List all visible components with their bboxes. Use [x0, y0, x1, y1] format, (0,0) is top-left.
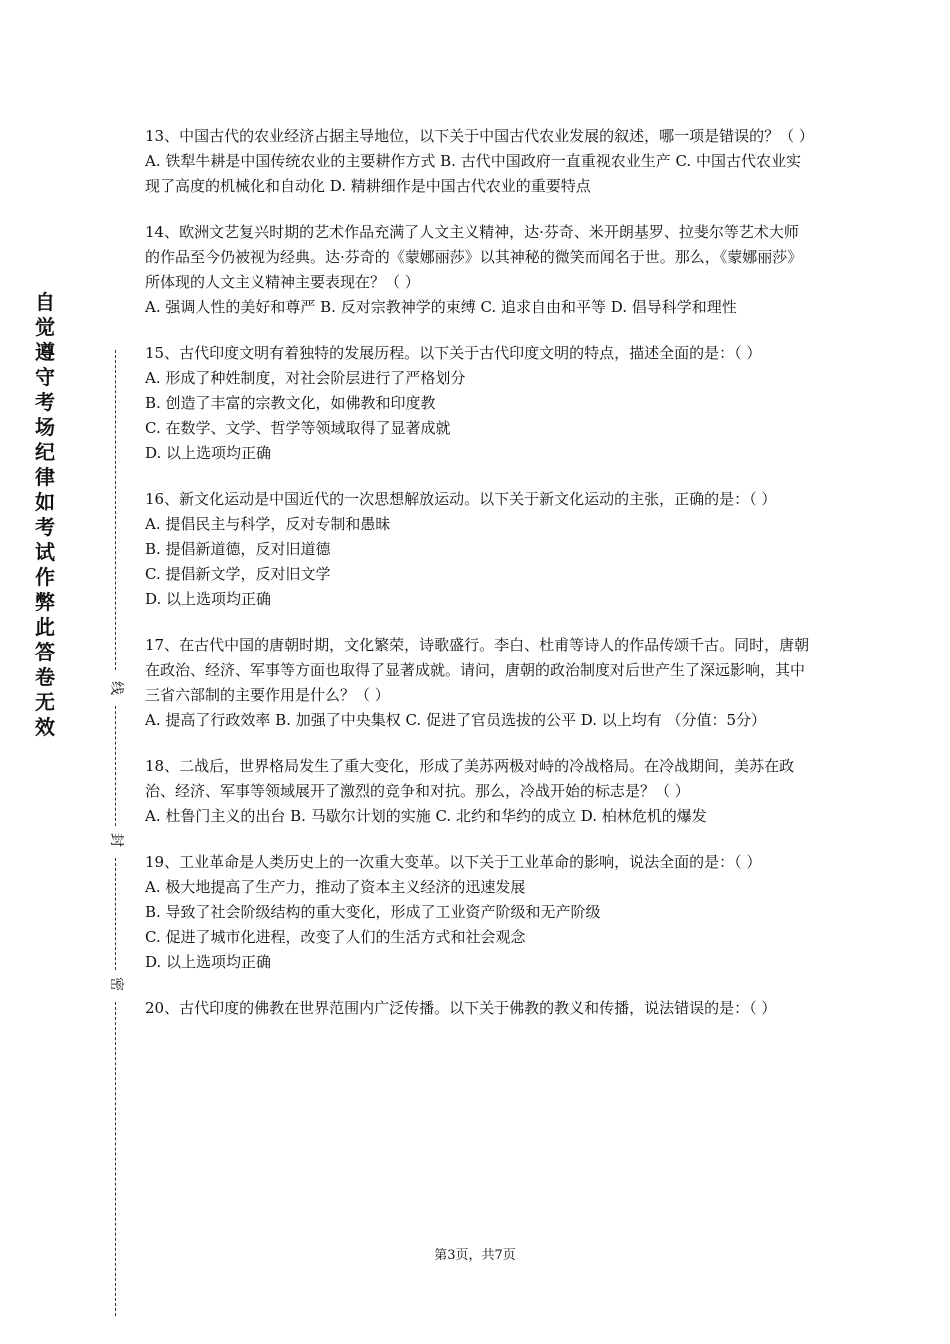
question-stem: 18、二战后，世界格局发生了重大变化，形成了美苏两极对峙的冷战格局。在冷战期间，美苏在政治、经济、军事等领域展开了激烈的竞争和对抗。那么，冷战开始的标志是？（ ）	[145, 757, 795, 800]
question-13	[145, 124, 814, 199]
question-stem: 19、工业革命是人类历史上的一次重大变革。以下关于工业革命的影响，说法全面的是：（ ）	[145, 853, 762, 871]
option-a: A. 形成了种姓制度，对社会阶层进行了严格划分	[145, 369, 466, 387]
option-b: B. 创造了丰富的宗教文化，如佛教和印度教	[145, 394, 436, 412]
question-18	[145, 754, 810, 829]
binding-mark-feng: 封	[108, 833, 124, 847]
question-stem: 14、欧洲文艺复兴时期的艺术作品充满了人文主义精神，达·芬奇、米开朗基罗、拉斐尔等艺术大师的作品至今仍被视为经典。达·芬奇的《蒙娜丽莎》以其神秘的微笑而闻名于世。那么，《蒙娜丽莎》所体现的人文主义精神主要表现在？（ ）	[145, 223, 803, 291]
question-stem: 15、古代印度文明有着独特的发展历程。以下关于古代印度文明的特点，描述全面的是：（ ）	[145, 344, 762, 362]
question-options: A. 提高了行政效率 B. 加强了中央集权 C. 促进了官员选拔的公平 D. 以上均有 （分值：5分）	[145, 711, 767, 729]
question-stem: 16、新文化运动是中国近代的一次思想解放运动。以下关于新文化运动的主张，正确的是：（ ）	[145, 490, 777, 508]
question-14	[145, 220, 810, 320]
binding-mark-xian: 线	[108, 681, 124, 695]
question-19	[145, 850, 810, 975]
option-b: B. 导致了社会阶级结构的重大变化，形成了工业资产阶级和无产阶级	[145, 903, 601, 921]
exam-discipline-notice: 自觉遵守考场纪律如考试作弊此答卷无效	[35, 290, 55, 739]
option-d: D. 以上选项均正确	[145, 590, 272, 608]
option-d: D. 以上选项均正确	[145, 953, 272, 971]
option-c: C. 在数学、文学、哲学等领域取得了显著成就	[145, 419, 451, 437]
question-15	[145, 341, 810, 466]
question-options: A. 杜鲁门主义的出台 B. 马歇尔计划的实施 C. 北约和华约的成立 D. 柏林危机的爆发	[145, 807, 707, 825]
option-a: A. 极大地提高了生产力，推动了资本主义经济的迅速发展	[145, 878, 526, 896]
option-c: C. 提倡新文学，反对旧文学	[145, 565, 331, 583]
question-options: A. 铁犁牛耕是中国传统农业的主要耕作方式 B. 古代中国政府一直重视农业生产 C. 中国古代农业实现了高度的机械化和自动化 D. 精耕细作是中国古代农业的重要特点	[145, 152, 801, 195]
question-list	[145, 124, 814, 1021]
binding-dash-lower-middle	[115, 858, 116, 970]
question-stem: 13、中国古代的农业经济占据主导地位，以下关于中国古代农业发展的叙述，哪一项是错误的？（ ）	[145, 127, 814, 145]
question-20	[145, 996, 810, 1021]
page-number-footer: 第3页，共7页	[434, 1248, 516, 1263]
binding-dash-bottom	[115, 1002, 116, 1316]
option-a: A. 提倡民主与科学，反对专制和愚昧	[145, 515, 391, 533]
question-stem: 20、古代印度的佛教在世界范围内广泛传播。以下关于佛教的教义和传播，说法错误的是：（ ）	[145, 999, 777, 1017]
binding-dash-upper-middle	[115, 706, 116, 826]
binding-mark-mi: 密	[108, 977, 124, 991]
question-17	[145, 633, 810, 733]
option-c: C. 促进了城市化进程，改变了人们的生活方式和社会观念	[145, 928, 526, 946]
option-d: D. 以上选项均正确	[145, 444, 272, 462]
binding-line	[104, 350, 128, 1320]
question-16	[145, 487, 810, 612]
question-stem: 17、在古代中国的唐朝时期，文化繁荣，诗歌盛行。李白、杜甫等诗人的作品传颂千古。同时，唐朝在政治、经济、军事等方面也取得了显著成就。请问，唐朝的政治制度对后世产生了深远影响，其中三省六部制的主要作用是什么？（ ）	[145, 636, 810, 704]
option-b: B. 提倡新道德，反对旧道德	[145, 540, 331, 558]
question-options: A. 强调人性的美好和尊严 B. 反对宗教神学的束缚 C. 追求自由和平等 D. 倡导科学和理性	[145, 298, 737, 316]
binding-dash-top	[115, 350, 116, 670]
